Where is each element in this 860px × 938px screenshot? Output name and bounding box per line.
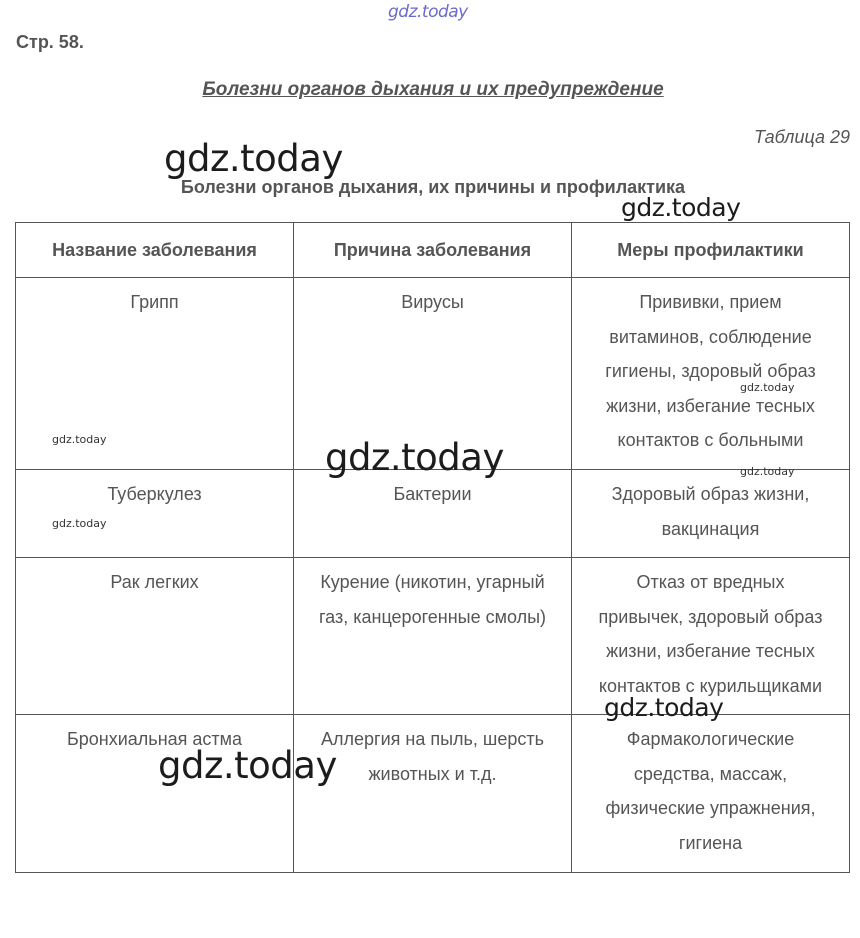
cause-cell [294, 470, 572, 558]
watermark: gdz.today [325, 436, 504, 479]
cause-cell [294, 558, 572, 715]
prevention-cell [572, 558, 850, 715]
cause-line: Аллергия на пыль, шерсть [320, 729, 544, 749]
cause-line: Курение (никотин, угарный [320, 572, 545, 592]
table-row [16, 715, 850, 873]
prevention-line: привычек, здоровый образ [598, 606, 823, 627]
table-number: Таблица 29 [753, 127, 850, 147]
cause-line: Бактерии [393, 484, 472, 504]
watermark: gdz.today [604, 693, 724, 722]
disease-cell [16, 558, 294, 715]
watermark-top: gdz.today [388, 2, 468, 22]
disease-cell [16, 470, 294, 558]
diseases-table [15, 222, 850, 873]
header-prevention: Меры профилактики [572, 223, 850, 278]
disease-cell [16, 715, 294, 873]
cause-line: животных и т.д. [368, 763, 497, 784]
watermark: gdz.today [740, 381, 795, 394]
header-disease: Название заболевания [16, 223, 294, 278]
table-caption: Болезни органов дыхания, их причины и профилактика [180, 177, 686, 197]
prevention-line: Здоровый образ жизни, [611, 484, 810, 504]
prevention-line: жизни, избегание тесных [606, 641, 815, 661]
disease-name: Рак легких [110, 572, 199, 592]
prevention-cell [572, 470, 850, 558]
header-cause: Причина заболевания [294, 223, 572, 278]
watermark: gdz.today [158, 744, 337, 787]
watermark: gdz.today [164, 137, 343, 180]
prevention-cell [572, 715, 850, 873]
watermark: gdz.today [621, 193, 741, 222]
cause-line: Вирусы [401, 292, 464, 312]
prevention-line: Прививки, прием [639, 292, 782, 312]
page-heading: Болезни органов дыхания и их предупреждение [202, 79, 664, 100]
cause-cell [294, 715, 572, 873]
prevention-line: гигиены, здоровый образ [605, 361, 816, 381]
prevention-line: вакцинация [661, 518, 760, 539]
prevention-cell [572, 278, 850, 470]
disease-name: Грипп [130, 292, 179, 312]
prevention-line: Фармакологические [626, 729, 795, 749]
prevention-line: Отказ от вредных [636, 572, 785, 592]
prevention-line: контактов с курильщиками [598, 675, 823, 696]
page-number: Стр. 58. [16, 32, 84, 52]
prevention-line: витаминов, соблюдение [609, 326, 812, 347]
prevention-line: контактов с больными [617, 430, 804, 450]
table-row [16, 558, 850, 715]
disease-name: Туберкулез [107, 484, 202, 504]
prevention-line: средства, массаж, [633, 763, 788, 784]
table-row [16, 470, 850, 558]
table-header-row [16, 223, 850, 278]
prevention-line: гигиена [678, 832, 743, 853]
prevention-line: физические упражнения, [605, 798, 816, 818]
watermark: gdz.today [52, 433, 107, 446]
disease-name: Бронхиальная астма [66, 729, 243, 749]
cause-line: газ, канцерогенные смолы) [318, 606, 547, 627]
watermark: gdz.today [740, 465, 795, 478]
watermark: gdz.today [52, 517, 107, 530]
prevention-line: жизни, избегание тесных [606, 395, 815, 416]
